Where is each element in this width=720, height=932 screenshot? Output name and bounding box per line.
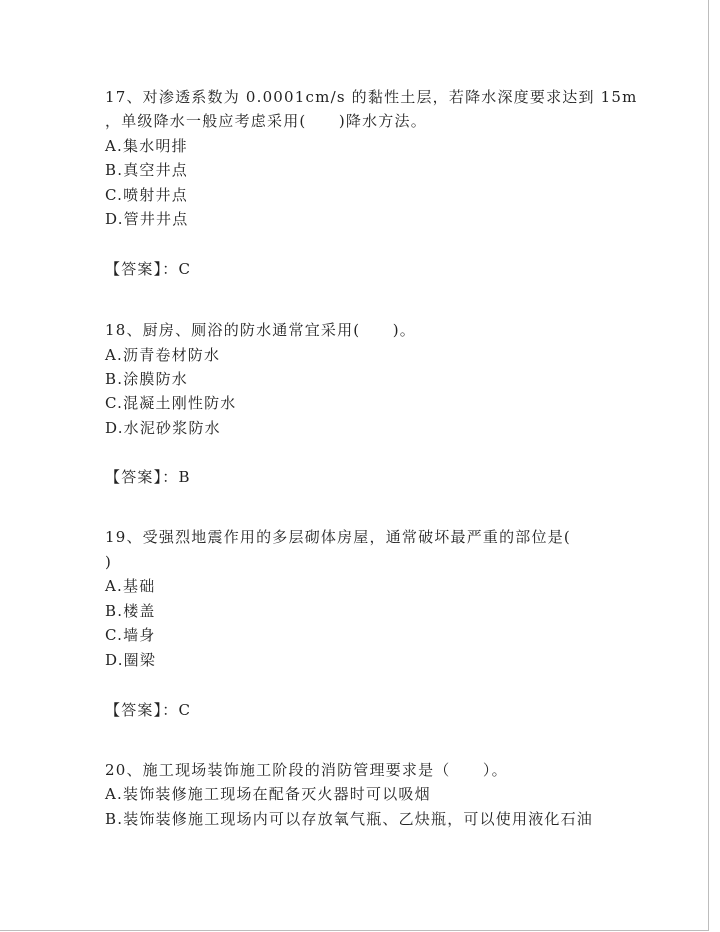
- question-17-answer: 【答案】：C: [105, 260, 192, 278]
- question-19-option-d: D.圈梁: [105, 651, 157, 669]
- question-17-option-c: C.喷射井点: [105, 186, 188, 204]
- question-18-stem-line-1: 18、厨房、厕浴的防水通常宜采用( )。: [105, 321, 416, 339]
- question-17-option-d: D.管井井点: [105, 210, 189, 228]
- question-20-option-b: B.装饰装修施工现场内可以存放氧气瓶、乙炔瓶，可以使用液化石油: [105, 810, 593, 828]
- question-18-option-b: B.涂膜防水: [105, 370, 188, 388]
- question-19-stem-line-2: ): [105, 553, 113, 571]
- question-17-stem-line-1: 17、对渗透系数为 0.0001cm/s 的黏性土层，若降水深度要求达到 15m: [105, 88, 638, 106]
- question-18-option-c: C.混凝土刚性防水: [105, 394, 237, 412]
- question-18-answer: 【答案】：B: [105, 468, 191, 486]
- question-18-option-a: A.沥青卷材防水: [105, 346, 221, 364]
- question-19-option-a: A.基础: [105, 577, 156, 595]
- question-20-stem-line-1: 20、施工现场装饰施工阶段的消防管理要求是（ ）。: [105, 761, 508, 779]
- question-19-option-c: C.墙身: [105, 626, 156, 644]
- question-19-stem-line-1: 19、受强烈地震作用的多层砌体房屋，通常破坏最严重的部位是(: [105, 528, 571, 546]
- question-17-option-b: B.真空井点: [105, 161, 188, 179]
- question-19-option-b: B.楼盖: [105, 602, 156, 620]
- question-17-option-a: A.集水明排: [105, 137, 188, 155]
- question-17-stem-line-2: ，单级降水一般应考虑采用( )降水方法。: [105, 112, 427, 130]
- question-18-option-d: D.水泥砂浆防水: [105, 419, 221, 437]
- question-19-answer: 【答案】：C: [105, 701, 192, 719]
- question-20-option-a: A.装饰装修施工现场在配备灭火器时可以吸烟: [105, 785, 431, 803]
